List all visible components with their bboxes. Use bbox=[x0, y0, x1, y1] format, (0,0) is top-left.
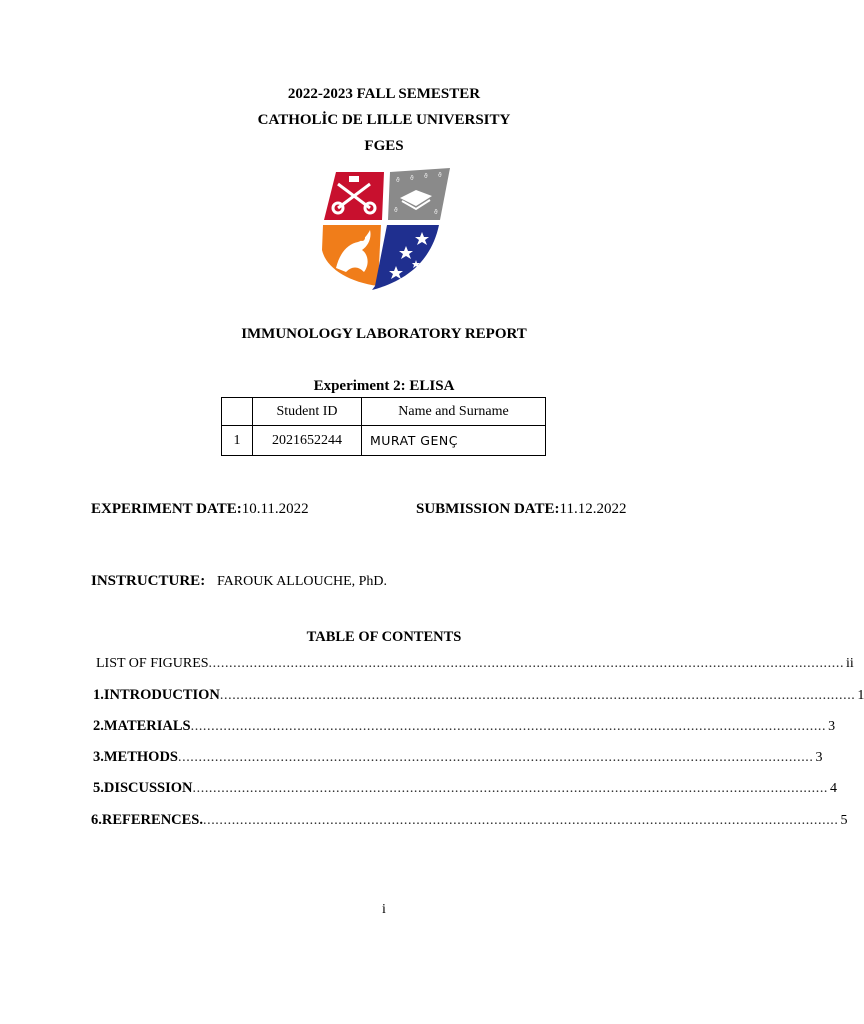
student-name-cell: MURAT GENÇ bbox=[362, 426, 546, 456]
toc-entry-introduction[interactable] bbox=[93, 687, 864, 704]
instructor-name: FAROUK ALLOUCHE, PhD. bbox=[216, 574, 388, 589]
submission-date bbox=[416, 501, 626, 518]
semester-heading: 2022-2023 FALL SEMESTER bbox=[287, 86, 481, 102]
table-row bbox=[222, 426, 546, 456]
toc-entry-references[interactable] bbox=[91, 812, 848, 829]
table-header-name: Name and Surname bbox=[362, 398, 546, 426]
report-title: IMMUNOLOGY LABORATORY REPORT bbox=[241, 326, 527, 342]
toc-entry-label: 5.DISCUSSION bbox=[93, 780, 193, 796]
toc-entry-label: 1.INTRODUCTION bbox=[93, 687, 220, 703]
faculty-heading: FGES bbox=[364, 138, 404, 154]
toc-entry-page: 5 bbox=[840, 813, 848, 828]
toc-entry-methods[interactable] bbox=[93, 749, 823, 766]
svg-text:ϑ: ϑ bbox=[434, 209, 438, 216]
submission-date-value: 11.12.2022 bbox=[559, 501, 627, 517]
toc-leader-dots: ........................................................................................................................................................... bbox=[219, 688, 856, 703]
submission-date-label: SUBMISSION DATE: bbox=[416, 501, 560, 517]
toc-entry-page: ii bbox=[846, 656, 854, 671]
student-id-cell: 2021652244 bbox=[253, 426, 362, 456]
toc-entry-page: 3 bbox=[828, 719, 836, 734]
experiment-date bbox=[91, 501, 309, 518]
toc-leader-dots: ........................................................................................................................................................... bbox=[178, 750, 814, 765]
toc-entry-label: 2.MATERIALS bbox=[93, 718, 191, 734]
university-crest-logo bbox=[318, 168, 452, 292]
toc-entry-label: 6.REFERENCES. bbox=[91, 812, 203, 828]
toc-entry-page: 3 bbox=[815, 750, 823, 765]
toc-entry-discussion[interactable] bbox=[93, 780, 838, 797]
experiment-date-value: 10.11.2022 bbox=[241, 501, 309, 517]
toc-entry-page: 4 bbox=[830, 781, 838, 796]
row-number-cell: 1 bbox=[222, 426, 253, 456]
university-heading: CATHOLİC DE LILLE UNIVERSITY bbox=[257, 112, 511, 128]
table-header-student-id: Student ID bbox=[253, 398, 362, 426]
svg-text:ϑ: ϑ bbox=[410, 175, 414, 182]
toc-entry-page: 1 bbox=[857, 688, 864, 703]
toc-entry-label: 3.METHODS bbox=[93, 749, 178, 765]
experiment-date-label: EXPERIMENT DATE: bbox=[91, 501, 242, 517]
svg-text:ϑ: ϑ bbox=[438, 172, 442, 179]
toc-entry-label: LIST OF FIGURES bbox=[96, 656, 209, 671]
toc-leader-dots: ........................................................................................................................................................... bbox=[203, 813, 839, 828]
instructor-line bbox=[91, 573, 387, 590]
toc-leader-dots: ........................................................................................................................................................... bbox=[208, 656, 845, 671]
toc-title: TABLE OF CONTENTS bbox=[306, 629, 462, 645]
svg-text:ϑ: ϑ bbox=[424, 173, 428, 180]
instructor-label: INSTRUCTURE: bbox=[91, 573, 206, 589]
toc-leader-dots: ........................................................................................................................................................... bbox=[190, 719, 827, 734]
toc-entry-list-of-figures[interactable] bbox=[96, 656, 854, 672]
table-header-row bbox=[222, 398, 546, 426]
toc-entry-materials[interactable] bbox=[93, 718, 836, 735]
svg-text:ϑ: ϑ bbox=[394, 207, 398, 214]
page-number: i bbox=[382, 902, 386, 917]
student-table bbox=[221, 397, 546, 456]
table-header-number bbox=[222, 398, 253, 426]
toc-leader-dots: ........................................................................................................................................................... bbox=[192, 781, 829, 796]
svg-text:ϑ: ϑ bbox=[396, 177, 400, 184]
experiment-title: Experiment 2: ELISA bbox=[313, 378, 455, 394]
